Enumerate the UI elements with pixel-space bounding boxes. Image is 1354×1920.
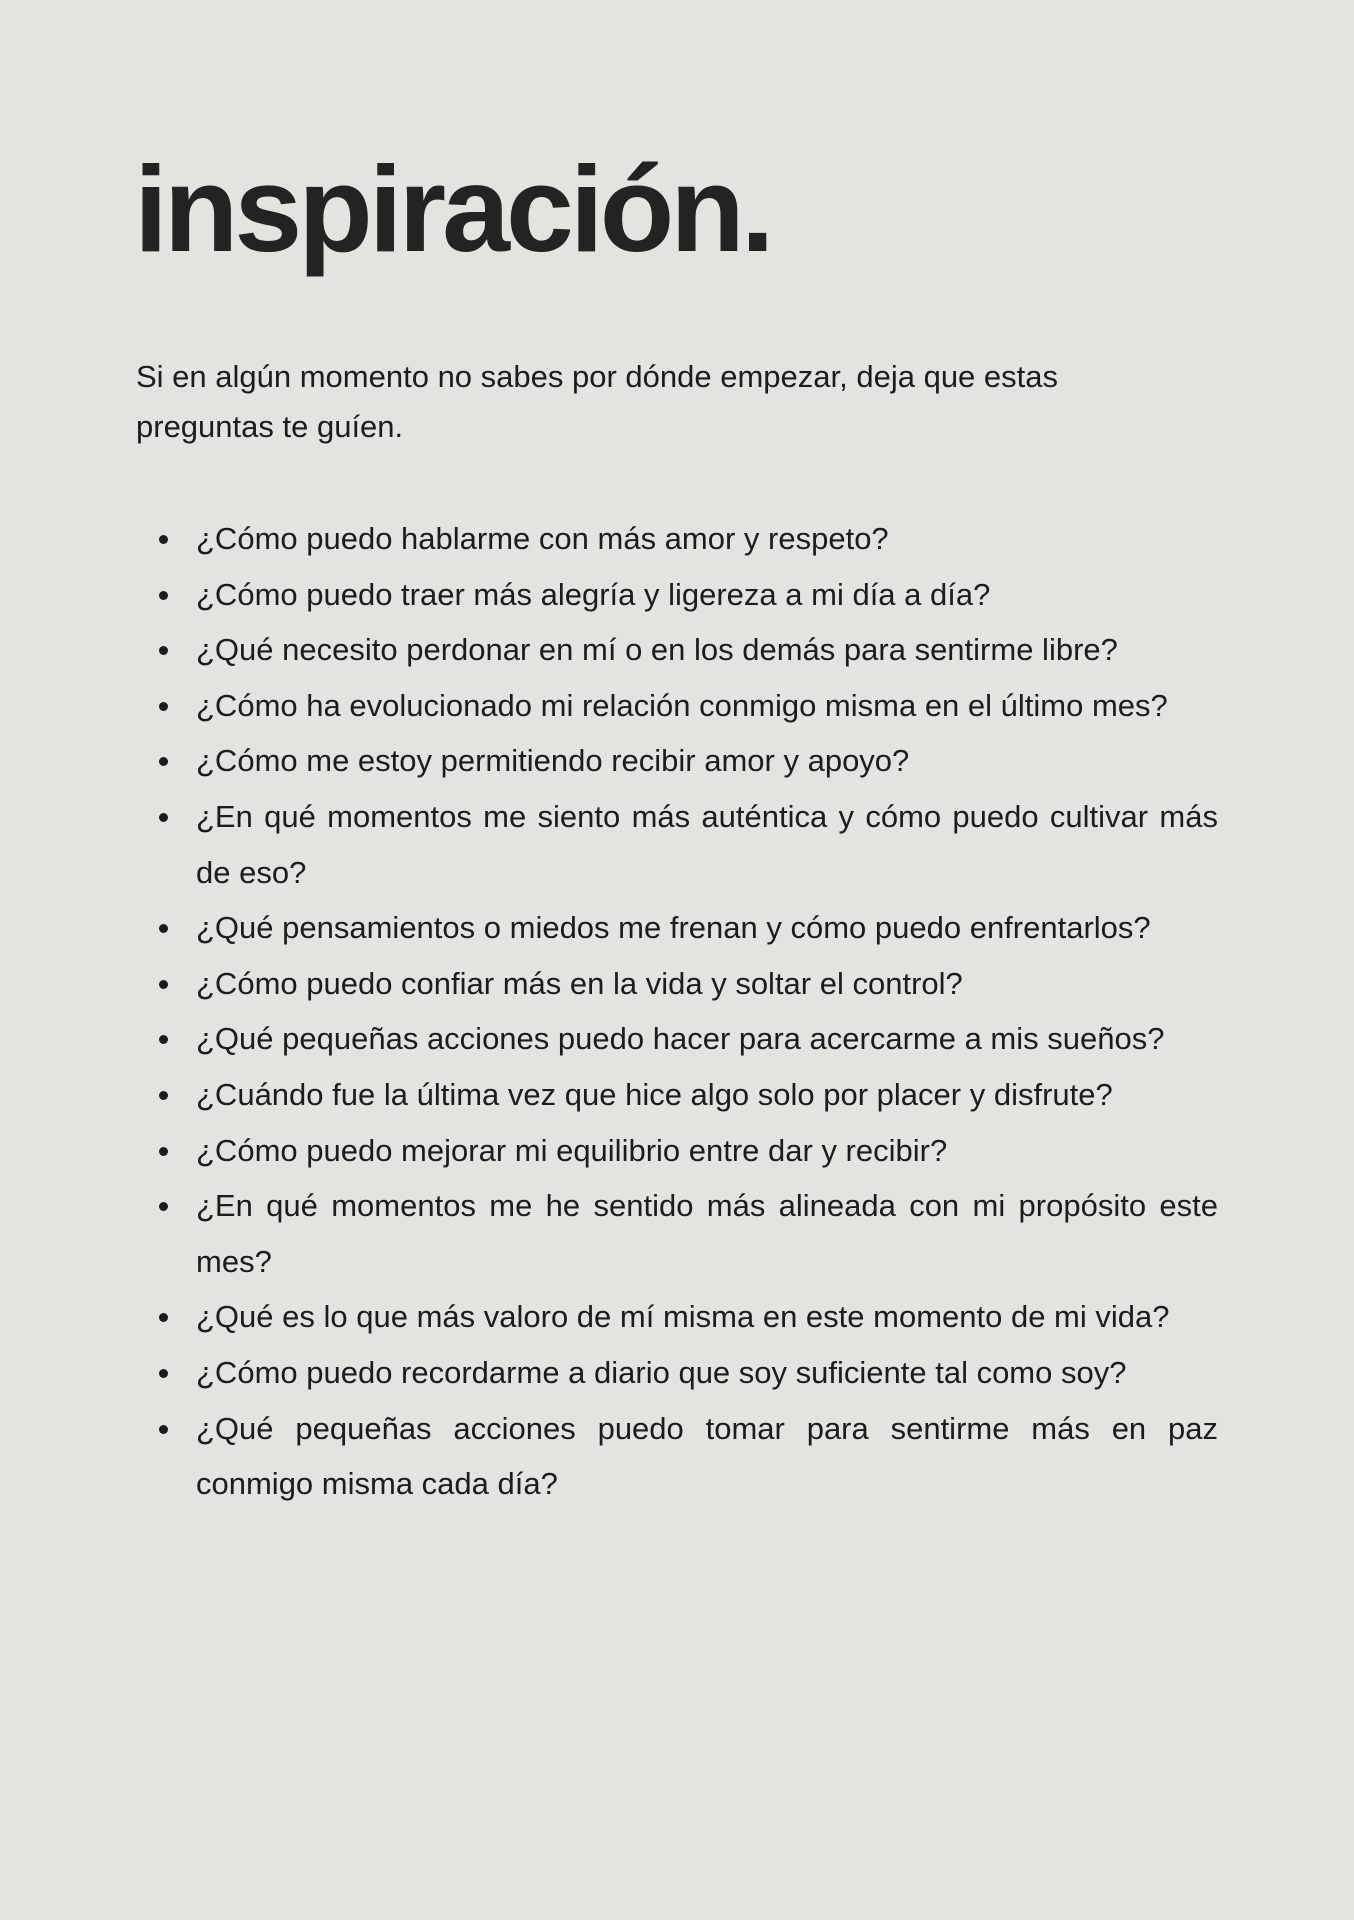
list-item: ¿Cómo puedo confiar más en la vida y soltar el control? — [196, 956, 1218, 1012]
list-item: ¿En qué momentos me siento más auténtica y cómo puedo cultivar más de eso? — [196, 789, 1218, 900]
list-item: ¿En qué momentos me he sentido más alineada con mi propósito este mes? — [196, 1178, 1218, 1289]
list-item: ¿Qué necesito perdonar en mí o en los demás para sentirme libre? — [196, 622, 1218, 678]
page-title: inspiración. — [134, 141, 771, 277]
list-item: ¿Cuándo fue la última vez que hice algo solo por placer y disfrute? — [196, 1067, 1218, 1123]
list-item: ¿Cómo ha evolucionado mi relación conmigo misma en el último mes? — [196, 678, 1218, 734]
list-item: ¿Cómo puedo hablarme con más amor y respeto? — [196, 511, 1218, 567]
list-item: ¿Cómo me estoy permitiendo recibir amor y apoyo? — [196, 733, 1218, 789]
list-item: ¿Cómo puedo recordarme a diario que soy suficiente tal como soy? — [196, 1345, 1218, 1401]
list-item: ¿Qué pequeñas acciones puedo hacer para acercarme a mis sueños? — [196, 1011, 1218, 1067]
list-item: ¿Cómo puedo mejorar mi equilibrio entre dar y recibir? — [196, 1123, 1218, 1179]
list-item: ¿Qué pensamientos o miedos me frenan y cómo puedo enfrentarlos? — [196, 900, 1218, 956]
list-item: ¿Cómo puedo traer más alegría y ligereza a mi día a día? — [196, 567, 1218, 623]
list-item: ¿Qué es lo que más valoro de mí misma en este momento de mi vida? — [196, 1289, 1218, 1345]
question-list — [196, 511, 1218, 1512]
list-item: ¿Qué pequeñas acciones puedo tomar para sentirme más en paz conmigo misma cada día? — [196, 1401, 1218, 1512]
intro-text: Si en algún momento no sabes por dónde empezar, deja que estas preguntas te guíen. — [136, 359, 1059, 444]
